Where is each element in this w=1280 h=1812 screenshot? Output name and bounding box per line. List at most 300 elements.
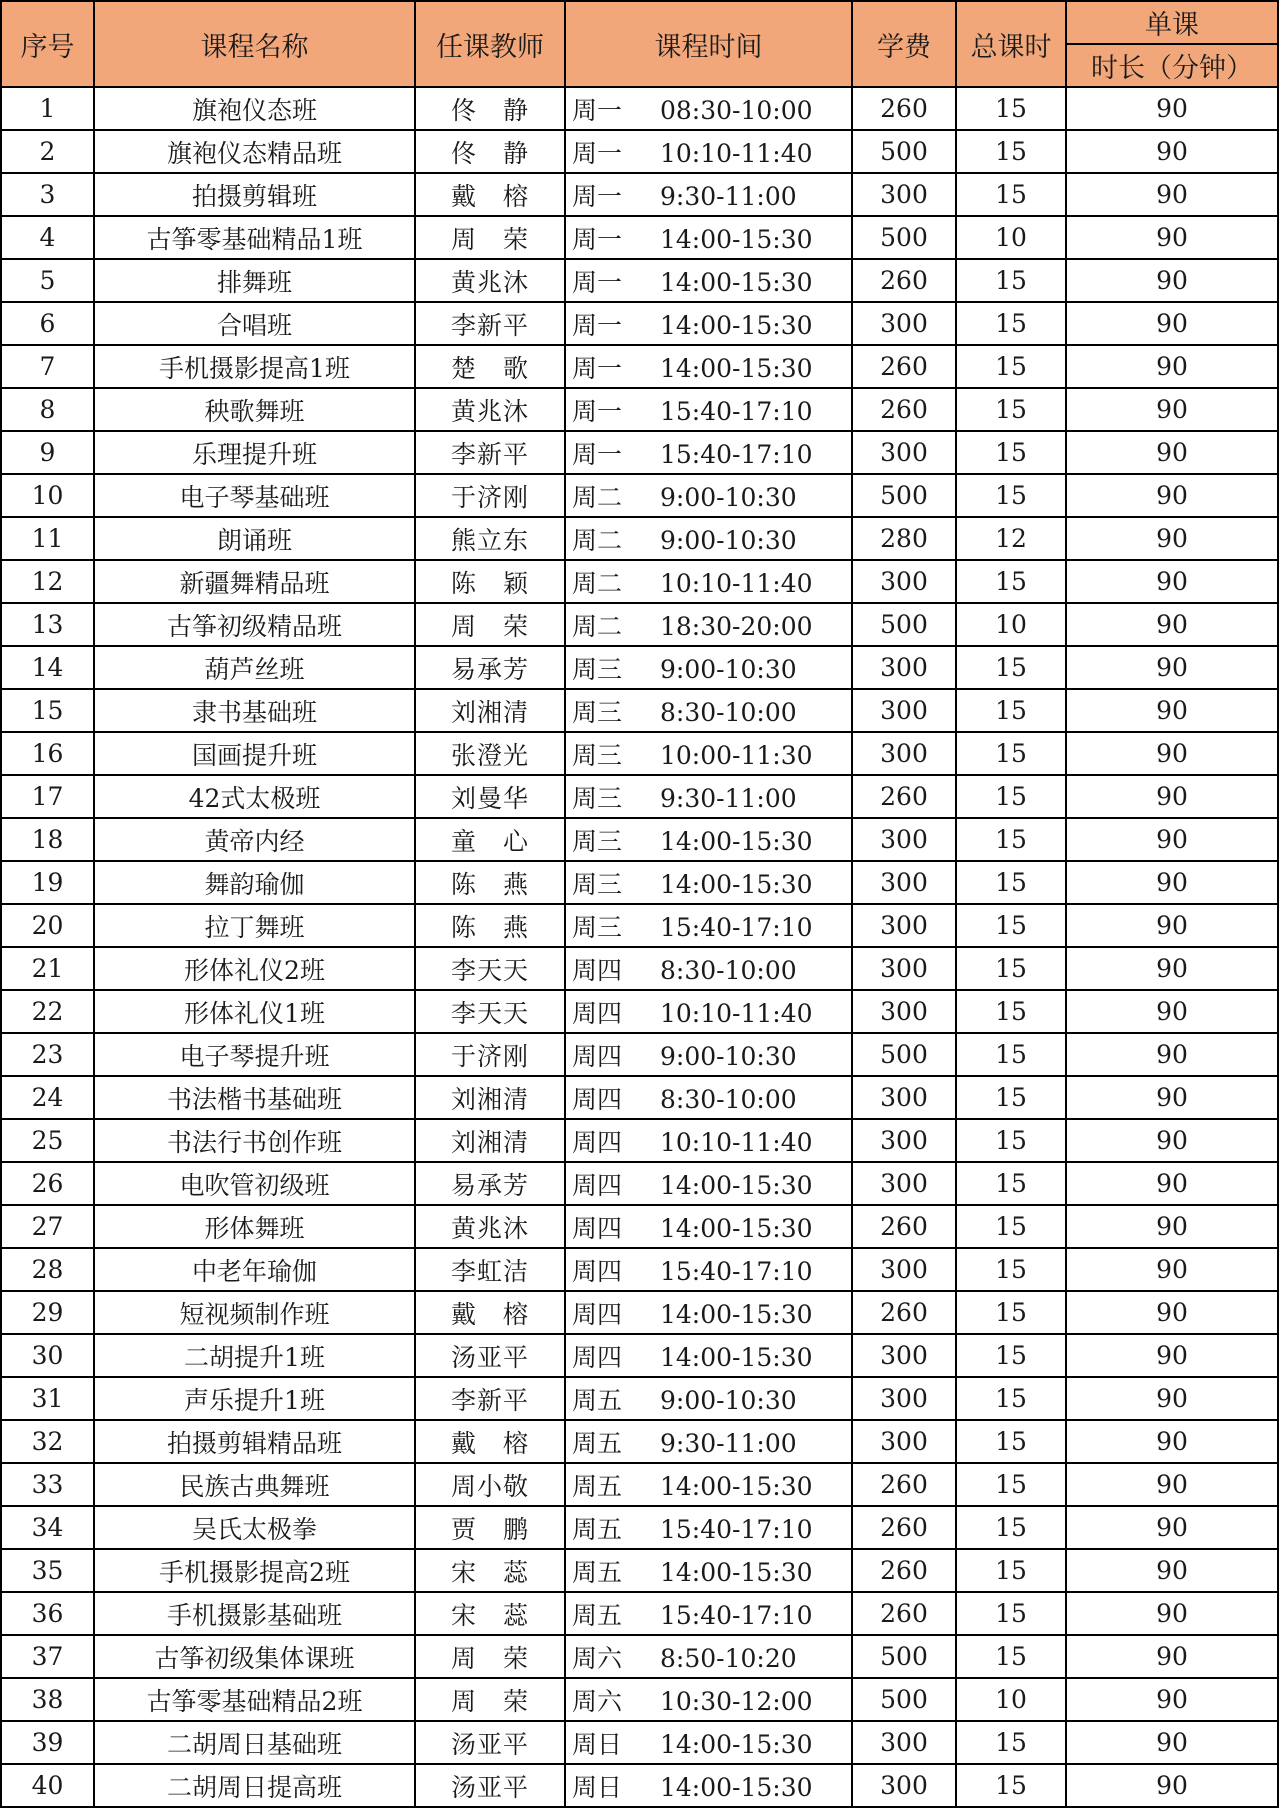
teacher-name: 李新平 [415,302,565,345]
header-course: 课程名称 [94,1,415,87]
lesson-duration: 90 [1066,1463,1278,1506]
row-number: 2 [1,130,94,173]
lesson-duration: 90 [1066,173,1278,216]
row-number: 24 [1,1076,94,1119]
tuition-fee: 300 [852,904,956,947]
table-row [1,517,1278,560]
course-time-range: 14:00-15:30 [660,1342,813,1372]
teacher-name: 周 荣 [415,1635,565,1678]
table-row [1,1506,1278,1549]
course-name: 形体舞班 [94,1205,415,1248]
total-hours: 15 [956,646,1066,689]
course-time [565,474,852,517]
course-time [565,1506,852,1549]
total-hours: 15 [956,345,1066,388]
teacher-name: 刘湘清 [415,689,565,732]
course-day: 周一 [572,224,623,254]
header-hours: 总课时 [956,1,1066,87]
teacher-name: 戴 榕 [415,1291,565,1334]
row-number: 28 [1,1248,94,1291]
teacher-name: 楚 歌 [415,345,565,388]
course-time-range: 08:30-10:00 [660,95,813,125]
course-name: 声乐提升1班 [94,1377,415,1420]
header-teacher: 任课教师 [415,1,565,87]
total-hours: 15 [956,1291,1066,1334]
course-name: 古筝零基础精品2班 [94,1678,415,1721]
row-number: 25 [1,1119,94,1162]
course-time [565,216,852,259]
course-time-range: 14:00-15:30 [660,1729,813,1759]
lesson-duration: 90 [1066,1119,1278,1162]
lesson-duration: 90 [1066,1205,1278,1248]
lesson-duration: 90 [1066,775,1278,818]
teacher-name: 刘湘清 [415,1076,565,1119]
tuition-fee: 300 [852,173,956,216]
total-hours: 15 [956,1592,1066,1635]
teacher-name: 宋 蕊 [415,1592,565,1635]
course-time [565,1635,852,1678]
tuition-fee: 300 [852,1420,956,1463]
teacher-name: 童 心 [415,818,565,861]
teacher-name: 宋 蕊 [415,1549,565,1592]
total-hours: 15 [956,259,1066,302]
table-row [1,1463,1278,1506]
total-hours: 15 [956,1076,1066,1119]
total-hours: 15 [956,431,1066,474]
row-number: 6 [1,302,94,345]
course-day: 周四 [572,1213,623,1243]
table-row [1,990,1278,1033]
tuition-fee: 300 [852,1248,956,1291]
course-name: 二胡提升1班 [94,1334,415,1377]
course-day: 周四 [572,998,623,1028]
course-time [565,1764,852,1807]
course-name: 拍摄剪辑班 [94,173,415,216]
tuition-fee: 300 [852,818,956,861]
table-body [1,87,1278,1807]
row-number: 34 [1,1506,94,1549]
lesson-duration: 90 [1066,1033,1278,1076]
course-day: 周四 [572,1299,623,1329]
table-row [1,259,1278,302]
course-time-range: 14:00-15:30 [660,267,813,297]
header-fee: 学费 [852,1,956,87]
table-row [1,1592,1278,1635]
teacher-name: 易承芳 [415,646,565,689]
row-number: 12 [1,560,94,603]
course-time [565,732,852,775]
tuition-fee: 260 [852,1549,956,1592]
header-single: 单课 [1066,1,1278,44]
course-name: 拍摄剪辑精品班 [94,1420,415,1463]
row-number: 17 [1,775,94,818]
course-time [565,1162,852,1205]
course-time [565,130,852,173]
course-time [565,1205,852,1248]
teacher-name: 刘湘清 [415,1119,565,1162]
course-name: 排舞班 [94,259,415,302]
table-row [1,1205,1278,1248]
course-time [565,87,852,130]
teacher-name: 戴 榕 [415,1420,565,1463]
tuition-fee: 300 [852,689,956,732]
course-name: 旗袍仪态精品班 [94,130,415,173]
teacher-name: 黄兆沐 [415,1205,565,1248]
course-name: 秧歌舞班 [94,388,415,431]
table-row [1,345,1278,388]
course-time-range: 9:00-10:30 [660,482,797,512]
course-day: 周三 [572,869,623,899]
table-header [1,1,1278,87]
tuition-fee: 260 [852,259,956,302]
row-number: 30 [1,1334,94,1377]
course-day: 周三 [572,740,623,770]
table-row [1,1033,1278,1076]
table-row [1,689,1278,732]
total-hours: 15 [956,1162,1066,1205]
table-row [1,560,1278,603]
table-row [1,302,1278,345]
lesson-duration: 90 [1066,689,1278,732]
course-time [565,1248,852,1291]
course-time [565,990,852,1033]
teacher-name: 汤亚平 [415,1334,565,1377]
course-time-range: 14:00-15:30 [660,310,813,340]
course-day: 周一 [572,95,623,125]
lesson-duration: 90 [1066,1721,1278,1764]
lesson-duration: 90 [1066,1076,1278,1119]
lesson-duration: 90 [1066,517,1278,560]
course-time-range: 10:00-11:30 [660,740,813,770]
table-row [1,775,1278,818]
row-number: 19 [1,861,94,904]
total-hours: 15 [956,1635,1066,1678]
total-hours: 15 [956,1248,1066,1291]
total-hours: 15 [956,87,1066,130]
tuition-fee: 300 [852,302,956,345]
teacher-name: 贾 鹏 [415,1506,565,1549]
course-day: 周一 [572,310,623,340]
tuition-fee: 300 [852,1764,956,1807]
teacher-name: 李新平 [415,1377,565,1420]
total-hours: 15 [956,1549,1066,1592]
course-day: 周一 [572,181,623,211]
lesson-duration: 90 [1066,603,1278,646]
course-time [565,646,852,689]
course-day: 周五 [572,1600,623,1630]
row-number: 35 [1,1549,94,1592]
course-day: 周六 [572,1643,623,1673]
table-row [1,1291,1278,1334]
tuition-fee: 300 [852,1162,956,1205]
header-no: 序号 [1,1,94,87]
course-day: 周三 [572,783,623,813]
course-name: 电吹管初级班 [94,1162,415,1205]
tuition-fee: 300 [852,732,956,775]
lesson-duration: 90 [1066,1506,1278,1549]
course-time-range: 10:10-11:40 [660,138,813,168]
table-row [1,474,1278,517]
course-name: 吴氏太极拳 [94,1506,415,1549]
course-name: 朗诵班 [94,517,415,560]
teacher-name: 张澄光 [415,732,565,775]
course-day: 周四 [572,1127,623,1157]
course-time-range: 14:00-15:30 [660,1299,813,1329]
tuition-fee: 300 [852,861,956,904]
course-time [565,1678,852,1721]
tuition-fee: 260 [852,775,956,818]
lesson-duration: 90 [1066,431,1278,474]
lesson-duration: 90 [1066,560,1278,603]
course-time [565,1033,852,1076]
course-name: 形体礼仪1班 [94,990,415,1033]
course-name: 形体礼仪2班 [94,947,415,990]
row-number: 5 [1,259,94,302]
course-time-range: 15:40-17:10 [660,1600,813,1630]
course-time-range: 8:30-10:00 [660,955,797,985]
course-day: 周五 [572,1385,623,1415]
course-name: 手机摄影提高2班 [94,1549,415,1592]
course-day: 周五 [572,1557,623,1587]
total-hours: 15 [956,861,1066,904]
course-name: 手机摄影基础班 [94,1592,415,1635]
tuition-fee: 300 [852,990,956,1033]
course-name: 电子琴提升班 [94,1033,415,1076]
table-row [1,1721,1278,1764]
course-day: 周四 [572,1256,623,1286]
total-hours: 15 [956,1506,1066,1549]
total-hours: 15 [956,1463,1066,1506]
lesson-duration: 90 [1066,474,1278,517]
course-name: 古筝零基础精品1班 [94,216,415,259]
tuition-fee: 500 [852,130,956,173]
teacher-name: 戴 榕 [415,173,565,216]
total-hours: 15 [956,904,1066,947]
lesson-duration: 90 [1066,216,1278,259]
course-time-range: 15:40-17:10 [660,1256,813,1286]
row-number: 22 [1,990,94,1033]
course-day: 周四 [572,1041,623,1071]
lesson-duration: 90 [1066,1420,1278,1463]
total-hours: 15 [956,474,1066,517]
course-name: 葫芦丝班 [94,646,415,689]
table-row [1,1764,1278,1807]
course-time [565,603,852,646]
table-row [1,1549,1278,1592]
lesson-duration: 90 [1066,732,1278,775]
lesson-duration: 90 [1066,1549,1278,1592]
tuition-fee: 260 [852,1205,956,1248]
course-name: 合唱班 [94,302,415,345]
row-number: 10 [1,474,94,517]
row-number: 9 [1,431,94,474]
row-number: 8 [1,388,94,431]
teacher-name: 陈 颖 [415,560,565,603]
course-time [565,1291,852,1334]
tuition-fee: 260 [852,388,956,431]
row-number: 14 [1,646,94,689]
lesson-duration: 90 [1066,87,1278,130]
lesson-duration: 90 [1066,1291,1278,1334]
table-row [1,1119,1278,1162]
course-time-range: 9:30-11:00 [660,783,797,813]
row-number: 27 [1,1205,94,1248]
lesson-duration: 90 [1066,947,1278,990]
tuition-fee: 500 [852,474,956,517]
course-time [565,1721,852,1764]
lesson-duration: 90 [1066,990,1278,1033]
course-time [565,947,852,990]
teacher-name: 汤亚平 [415,1721,565,1764]
course-time [565,904,852,947]
teacher-name: 易承芳 [415,1162,565,1205]
table-row [1,732,1278,775]
row-number: 37 [1,1635,94,1678]
course-day: 周日 [572,1729,623,1759]
course-name: 手机摄影提高1班 [94,345,415,388]
total-hours: 15 [956,560,1066,603]
course-time [565,1592,852,1635]
total-hours: 15 [956,990,1066,1033]
lesson-duration: 90 [1066,388,1278,431]
lesson-duration: 90 [1066,904,1278,947]
course-time [565,431,852,474]
tuition-fee: 280 [852,517,956,560]
course-day: 周二 [572,611,623,641]
row-number: 38 [1,1678,94,1721]
course-name: 短视频制作班 [94,1291,415,1334]
course-day: 周一 [572,138,623,168]
course-day: 周日 [572,1772,623,1802]
course-time-range: 14:00-15:30 [660,1170,813,1200]
total-hours: 15 [956,388,1066,431]
total-hours: 15 [956,818,1066,861]
teacher-name: 佟 静 [415,130,565,173]
teacher-name: 李虹洁 [415,1248,565,1291]
tuition-fee: 260 [852,1291,956,1334]
course-day: 周三 [572,826,623,856]
course-time [565,517,852,560]
total-hours: 10 [956,603,1066,646]
table-row [1,388,1278,431]
teacher-name: 周 荣 [415,603,565,646]
teacher-name: 于济刚 [415,1033,565,1076]
table-row [1,646,1278,689]
teacher-name: 刘曼华 [415,775,565,818]
lesson-duration: 90 [1066,818,1278,861]
teacher-name: 李新平 [415,431,565,474]
total-hours: 15 [956,775,1066,818]
course-time [565,1119,852,1162]
course-time-range: 14:00-15:30 [660,353,813,383]
tuition-fee: 300 [852,431,956,474]
course-day: 周五 [572,1428,623,1458]
table-row [1,1678,1278,1721]
teacher-name: 李天天 [415,947,565,990]
course-name: 书法楷书基础班 [94,1076,415,1119]
tuition-fee: 260 [852,1592,956,1635]
row-number: 31 [1,1377,94,1420]
course-name: 旗袍仪态班 [94,87,415,130]
course-time-range: 14:00-15:30 [660,826,813,856]
course-day: 周三 [572,697,623,727]
course-time [565,775,852,818]
total-hours: 10 [956,216,1066,259]
course-time [565,1420,852,1463]
teacher-name: 汤亚平 [415,1764,565,1807]
tuition-fee: 260 [852,1463,956,1506]
course-name: 二胡周日提高班 [94,1764,415,1807]
row-number: 33 [1,1463,94,1506]
course-time-range: 14:00-15:30 [660,1471,813,1501]
lesson-duration: 90 [1066,302,1278,345]
table-row [1,173,1278,216]
course-day: 周一 [572,353,623,383]
tuition-fee: 300 [852,560,956,603]
teacher-name: 周小敬 [415,1463,565,1506]
course-name: 中老年瑜伽 [94,1248,415,1291]
course-name: 隶书基础班 [94,689,415,732]
total-hours: 15 [956,947,1066,990]
total-hours: 15 [956,173,1066,216]
course-name: 国画提升班 [94,732,415,775]
teacher-name: 周 荣 [415,1678,565,1721]
course-time-range: 14:00-15:30 [660,1772,813,1802]
tuition-fee: 300 [852,1334,956,1377]
course-time [565,1334,852,1377]
course-time-range: 15:40-17:10 [660,1514,813,1544]
course-time-range: 10:10-11:40 [660,998,813,1028]
row-number: 23 [1,1033,94,1076]
total-hours: 15 [956,1205,1066,1248]
lesson-duration: 90 [1066,861,1278,904]
course-day: 周二 [572,568,623,598]
table-row [1,130,1278,173]
total-hours: 15 [956,1377,1066,1420]
lesson-duration: 90 [1066,1592,1278,1635]
course-name: 电子琴基础班 [94,474,415,517]
course-time [565,818,852,861]
row-number: 40 [1,1764,94,1807]
row-number: 36 [1,1592,94,1635]
course-time-range: 10:10-11:40 [660,568,813,598]
table-row [1,947,1278,990]
row-number: 21 [1,947,94,990]
course-time-range: 14:00-15:30 [660,1213,813,1243]
table-row [1,1076,1278,1119]
course-time [565,1076,852,1119]
row-number: 16 [1,732,94,775]
total-hours: 15 [956,130,1066,173]
course-name: 二胡周日基础班 [94,1721,415,1764]
table-row [1,1635,1278,1678]
course-time-range: 15:40-17:10 [660,396,813,426]
table-row [1,87,1278,130]
row-number: 39 [1,1721,94,1764]
course-time-range: 9:00-10:30 [660,1385,797,1415]
course-time-range: 14:00-15:30 [660,1557,813,1587]
teacher-name: 于济刚 [415,474,565,517]
tuition-fee: 300 [852,947,956,990]
table-row [1,1248,1278,1291]
tuition-fee: 500 [852,1033,956,1076]
course-day: 周三 [572,912,623,942]
teacher-name: 李天天 [415,990,565,1033]
total-hours: 15 [956,1334,1066,1377]
course-time-range: 10:10-11:40 [660,1127,813,1157]
course-time-range: 18:30-20:00 [660,611,813,641]
lesson-duration: 90 [1066,259,1278,302]
